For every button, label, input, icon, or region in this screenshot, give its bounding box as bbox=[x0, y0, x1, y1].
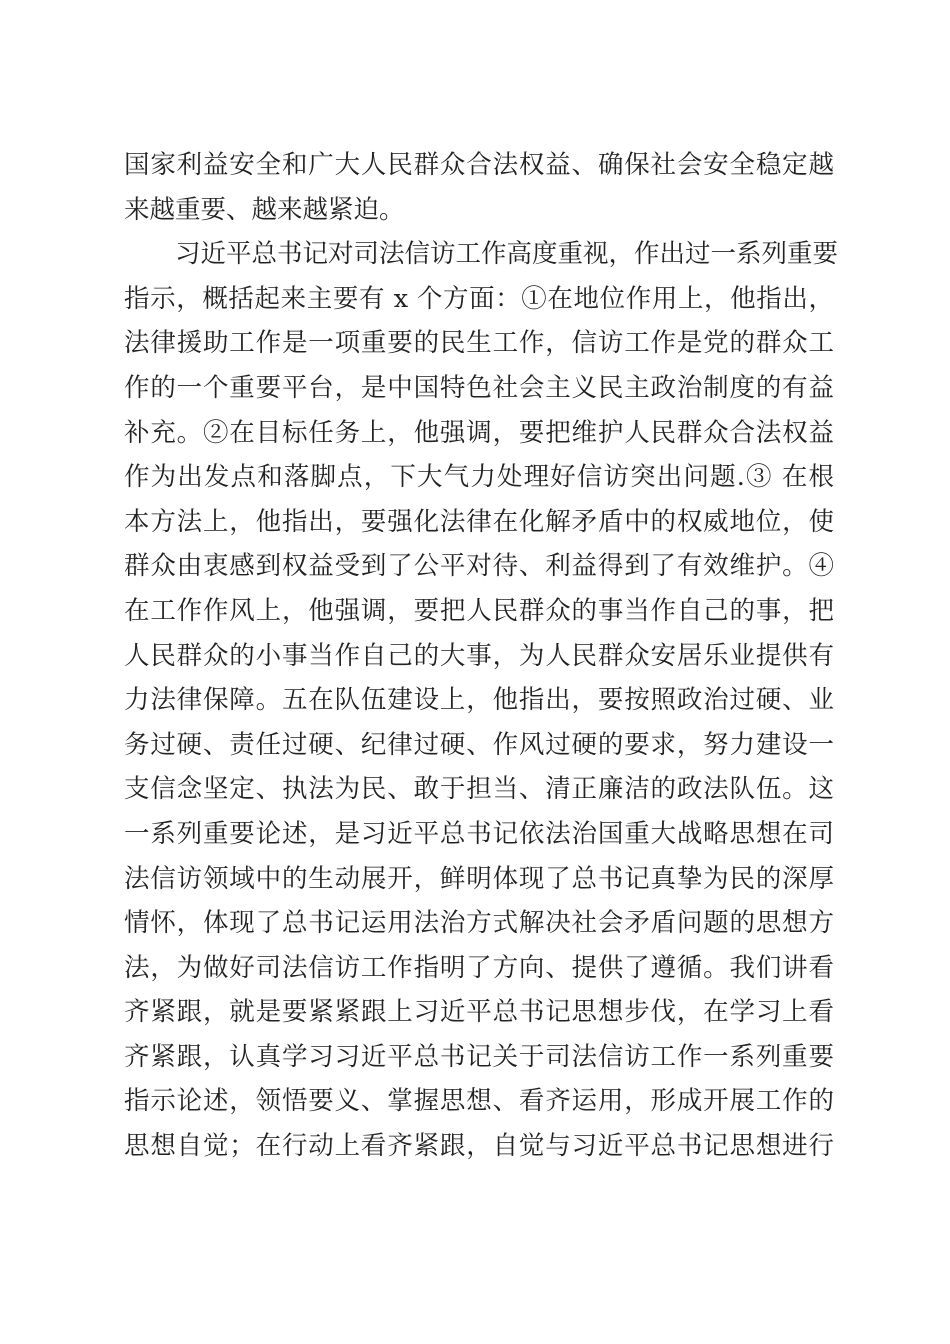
text-line-23: 思想自觉；在行动上看齐紧跟，自觉与习近平总书记思想进行 bbox=[124, 1131, 834, 1162]
text-line-3: 习近平总书记对司法信访工作高度重视，作出过一系列重要 bbox=[175, 239, 839, 270]
text-line-1: 国家利益安全和广大人民群众合法权益、确保社会安全稳定越 bbox=[124, 150, 834, 180]
text-line-16: 一系列重要论述，是习近平总书记依法治国重大战略思想在司 bbox=[124, 818, 834, 849]
text-line-13: 力法律保障。五在队伍建设上，他指出，要按照政治过硬、业 bbox=[124, 685, 834, 716]
text-line-17: 法信访领域中的生动展开，鲜明体现了总书记真挚为民的深厚 bbox=[124, 863, 834, 894]
text-line-10: 群众由衷感到权益受到了公平对待、利益得到了有效维护。④ bbox=[124, 551, 834, 582]
text-line-18: 情怀，体现了总书记运用法治方式解决社会矛盾问题的思想方 bbox=[124, 908, 834, 939]
text-line-20: 齐紧跟，就是要紧紧跟上习近平总书记思想步伐，在学习上看 bbox=[124, 997, 834, 1028]
text-line-14: 务过硬、责任过硬、纪律过硬、作风过硬的要求，努力建设一 bbox=[124, 729, 834, 760]
text-line-15: 支信念坚定、执法为民、敢于担当、清正廉洁的政法队伍。这 bbox=[124, 774, 834, 805]
text-line-9: 本方法上，他指出，要强化法律在化解矛盾中的权威地位，使 bbox=[124, 506, 834, 537]
text-line-19: 法，为做好司法信访工作指明了方向、提供了遵循。我们讲看 bbox=[124, 952, 834, 983]
text-line-21: 齐紧跟，认真学习习近平总书记关于司法信访工作一系列重要 bbox=[124, 1041, 834, 1072]
text-line-8: 作为出发点和落脚点，下大气力处理好信访突出问题.③ 在根 bbox=[124, 462, 834, 493]
text-line-2: 来越重要、越来越紧迫。 bbox=[124, 194, 405, 225]
body-text bbox=[124, 143, 839, 1169]
text-line-22: 指示论述，领悟要义、掌握思想、看齐运用，形成开展工作的 bbox=[124, 1086, 834, 1117]
text-line-12: 人民群众的小事当作自己的大事，为人民群众安居乐业提供有 bbox=[124, 640, 834, 671]
text-line-11: 在工作作风上，他强调，要把人民群众的事当作自己的事，把 bbox=[124, 595, 834, 626]
text-line-5: 法律援助工作是一项重要的民生工作，信访工作是党的群众工 bbox=[124, 328, 834, 359]
text-line-4: 指示，概括起来主要有 x 个方面：①在地位作用上，他指出， bbox=[124, 283, 834, 314]
text-line-7: 补充。②在目标任务上，他强调，要把维护人民群众合法权益 bbox=[124, 417, 834, 448]
text-line-6: 作的一个重要平台，是中国特色社会主义民主政治制度的有益 bbox=[124, 372, 834, 403]
